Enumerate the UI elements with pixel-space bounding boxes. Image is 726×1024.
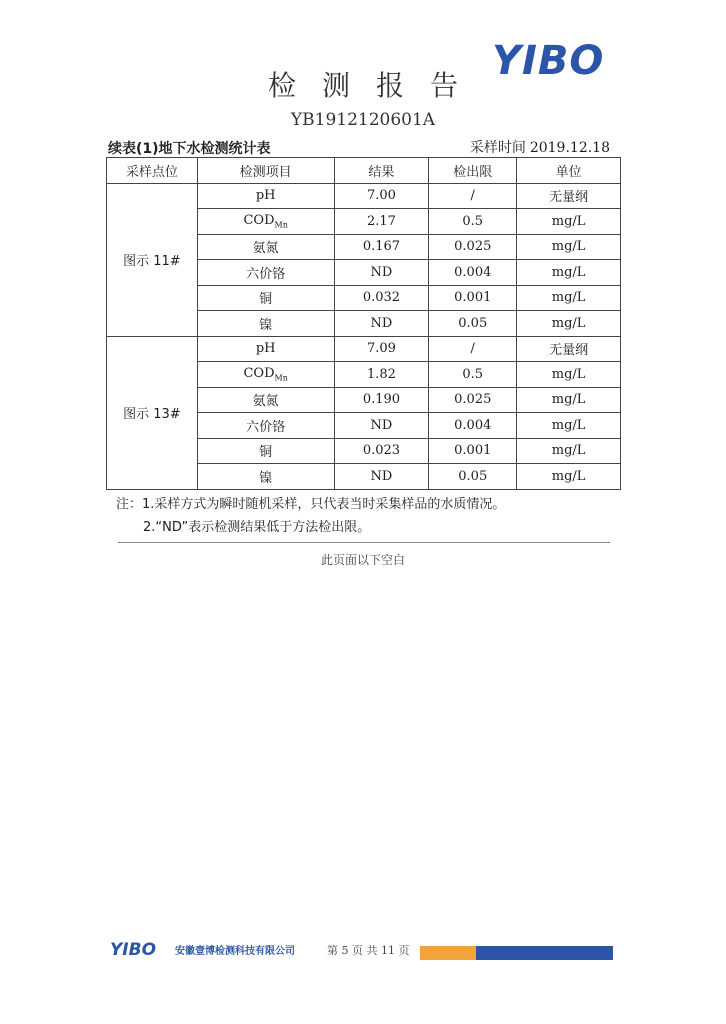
result-cell: 1.82: [334, 362, 429, 388]
result-cell: 2.17: [334, 209, 429, 235]
result-cell: 0.190: [334, 387, 429, 413]
groundwater-results-table: [106, 157, 621, 490]
test-item-cell: [197, 387, 334, 413]
unit-cell: mg/L: [517, 362, 621, 388]
test-item-cell: [197, 336, 334, 362]
result-cell: ND: [334, 260, 429, 286]
result-cell: 7.09: [334, 336, 429, 362]
test-item-cell: [197, 438, 334, 464]
detection-limit-cell: /: [429, 336, 517, 362]
table-row: [107, 183, 621, 209]
unit-cell: mg/L: [517, 285, 621, 311]
result-cell: 0.167: [334, 234, 429, 260]
report-number: YB1912120601A: [290, 110, 436, 130]
test-item-name: COD: [243, 365, 275, 381]
test-item-cell: [197, 209, 334, 235]
unit-cell: 无量纲: [517, 183, 621, 209]
test-item-name: 六价铬: [246, 266, 286, 282]
blank-page-notice: 此页面以下空白: [320, 553, 405, 567]
test-item-name: 氨氮: [252, 394, 279, 410]
unit-cell: mg/L: [517, 209, 621, 235]
unit-cell: mg/L: [517, 234, 621, 260]
test-item-name: 氨氮: [252, 241, 279, 257]
result-cell: ND: [334, 464, 429, 490]
test-item-name: COD: [243, 212, 275, 228]
unit-cell: mg/L: [517, 464, 621, 490]
report-title: 检测报告: [267, 69, 484, 102]
unit-cell: mg/L: [517, 311, 621, 337]
test-item-subscript: Mn: [274, 373, 288, 383]
test-item-name: 铜: [259, 292, 273, 308]
test-item-name: pH: [255, 341, 276, 357]
column-header: 检测项目: [197, 158, 334, 184]
unit-cell: 无量纲: [517, 336, 621, 362]
column-header: 结果: [334, 158, 429, 184]
company-logo: YIBO: [492, 38, 605, 84]
footer-accent-bar: [420, 946, 476, 960]
test-item-name: 镍: [259, 470, 273, 486]
detection-limit-cell: 0.004: [429, 260, 517, 286]
column-header: 单位: [517, 158, 621, 184]
footer-logo: YIBO: [110, 940, 157, 960]
footer-brand-bar: [476, 946, 613, 960]
test-item-subscript: Mn: [274, 220, 288, 230]
detection-limit-cell: /: [429, 183, 517, 209]
detection-limit-cell: 0.5: [429, 209, 517, 235]
test-item-name: 镍: [259, 317, 273, 333]
table-caption: 续表(1)地下水检测统计表: [108, 141, 271, 157]
result-cell: 0.023: [334, 438, 429, 464]
detection-limit-cell: 0.001: [429, 285, 517, 311]
sample-time-label: 采样时间: [469, 140, 526, 156]
test-item-cell: [197, 285, 334, 311]
unit-cell: mg/L: [517, 387, 621, 413]
unit-cell: mg/L: [517, 413, 621, 439]
result-cell: ND: [334, 311, 429, 337]
divider: [118, 542, 610, 543]
detection-limit-cell: 0.001: [429, 438, 517, 464]
unit-cell: mg/L: [517, 438, 621, 464]
note-line: 2.“ND”表示检测结果低于方法检出限。: [143, 520, 371, 535]
test-item-cell: [197, 234, 334, 260]
test-item-cell: [197, 413, 334, 439]
detection-limit-cell: 0.05: [429, 311, 517, 337]
test-item-cell: [197, 362, 334, 388]
footer-company-name: 安徽壹博检测科技有限公司: [175, 946, 295, 957]
test-item-cell: [197, 464, 334, 490]
sample-time-value: 2019.12.18: [529, 140, 610, 156]
test-item-cell: [197, 311, 334, 337]
result-cell: ND: [334, 413, 429, 439]
result-cell: 0.032: [334, 285, 429, 311]
notes: [116, 493, 505, 539]
detection-limit-cell: 0.004: [429, 413, 517, 439]
test-item-name: pH: [255, 188, 276, 204]
test-item-cell: [197, 260, 334, 286]
sample-time: [466, 137, 610, 157]
detection-limit-cell: 0.05: [429, 464, 517, 490]
test-item-name: 六价铬: [246, 419, 286, 435]
table-header-row: [107, 158, 621, 184]
table-row: [107, 336, 621, 362]
test-item-cell: [197, 183, 334, 209]
page-number: 第 5 页 共 11 页: [327, 944, 410, 957]
column-header: 检出限: [429, 158, 517, 184]
detection-limit-cell: 0.5: [429, 362, 517, 388]
sampling-point-cell: 图示 13#: [107, 336, 198, 489]
test-item-name: 铜: [259, 445, 273, 461]
column-header: 采样点位: [107, 158, 198, 184]
sampling-point-cell: 图示 11#: [107, 183, 198, 336]
note-line: 注：1.采样方式为瞬时随机采样，只代表当时采集样品的水质情况。: [116, 497, 506, 512]
detection-limit-cell: 0.025: [429, 234, 517, 260]
unit-cell: mg/L: [517, 260, 621, 286]
result-cell: 7.00: [334, 183, 429, 209]
detection-limit-cell: 0.025: [429, 387, 517, 413]
